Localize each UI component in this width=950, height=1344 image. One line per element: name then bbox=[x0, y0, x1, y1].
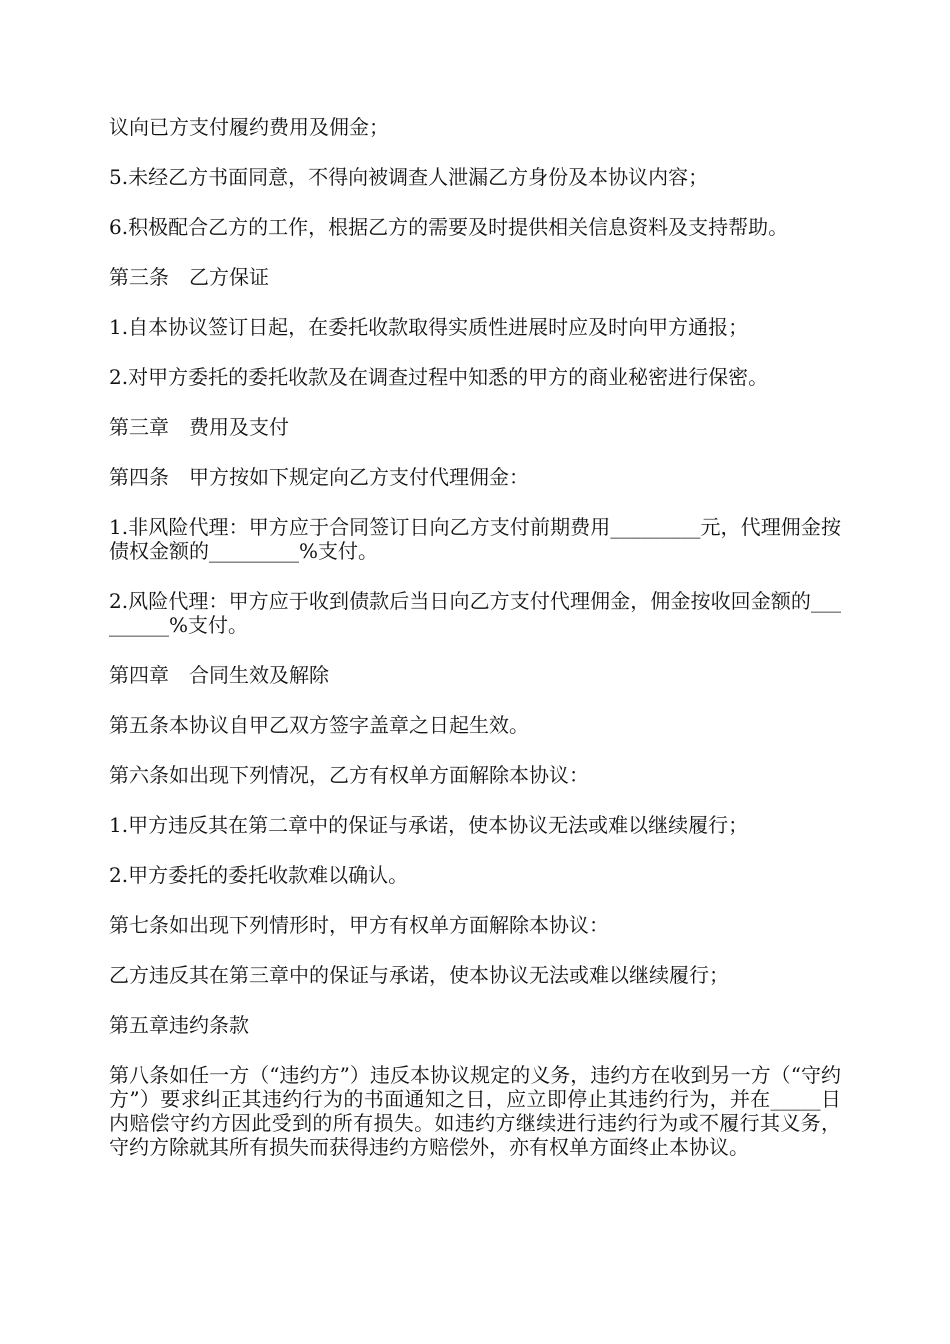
paragraph-non-risk-agency: 1.非风险代理：甲方应于合同签订日向乙方支付前期费用_________元，代理佣金按债权金额的_________%支付。 bbox=[109, 515, 841, 563]
chapter-3-heading: 第三章 费用及支付 bbox=[109, 415, 289, 439]
paragraph-risk-agency: 2.风险代理：甲方应于收到债款后当日向乙方支付代理佣金，佣金按收回金额的_________%支付。 bbox=[109, 589, 841, 637]
document-body bbox=[109, 115, 841, 1185]
article-4-heading: 第四条 甲方按如下规定向乙方支付代理佣金： bbox=[109, 465, 529, 489]
article-8-paragraph: 第八条如任一方（“违约方”）违反本协议规定的义务，违约方在收到另一方（“守约方”）要求纠正其违约行为的书面通知之日，应立即停止其违约行为，并在_____日内赔偿守约方因此受到的所有损失。如违约方继续进行违约行为或不履行其义务，守约方除就其所有损失而获得违约方赔偿外，亦有权单方面终止本协议。 bbox=[109, 1063, 841, 1159]
paragraph-article-7-item: 乙方违反其在第三章中的保证与承诺，使本协议无法或难以继续履行； bbox=[109, 963, 729, 987]
chapter-4-heading: 第四章 合同生效及解除 bbox=[109, 663, 329, 687]
article-6-paragraph: 第六条如出现下列情况，乙方有权单方面解除本协议： bbox=[109, 763, 589, 787]
chapter-5-heading: 第五章违约条款 bbox=[109, 1013, 249, 1037]
article-7-paragraph: 第七条如出现下列情形时，甲方有权单方面解除本协议： bbox=[109, 913, 609, 937]
paragraph-article-3-item-2: 2.对甲方委托的委托收款及在调查过程中知悉的甲方的商业秘密进行保密。 bbox=[109, 365, 769, 389]
article-3-heading: 第三条 乙方保证 bbox=[109, 265, 269, 289]
paragraph-article-6-item-2: 2.甲方委托的委托收款难以确认。 bbox=[109, 863, 409, 887]
paragraph-article-6-item-1: 1.甲方违反其在第二章中的保证与承诺，使本协议无法或难以继续履行； bbox=[109, 813, 749, 837]
paragraph-article-3-item-1: 1.自本协议签订日起，在委托收款取得实质性进展时应及时向甲方通报； bbox=[109, 315, 749, 339]
paragraph-clause-5: 5.未经乙方书面同意，不得向被调查人泄漏乙方身份及本协议内容； bbox=[109, 165, 709, 189]
paragraph-clause-6: 6.积极配合乙方的工作，根据乙方的需要及时提供相关信息资料及支持帮助。 bbox=[109, 215, 789, 239]
paragraph-continued-clause: 议向已方支付履约费用及佣金； bbox=[109, 115, 389, 139]
article-5-paragraph: 第五条本协议自甲乙双方签字盖章之日起生效。 bbox=[109, 713, 529, 737]
